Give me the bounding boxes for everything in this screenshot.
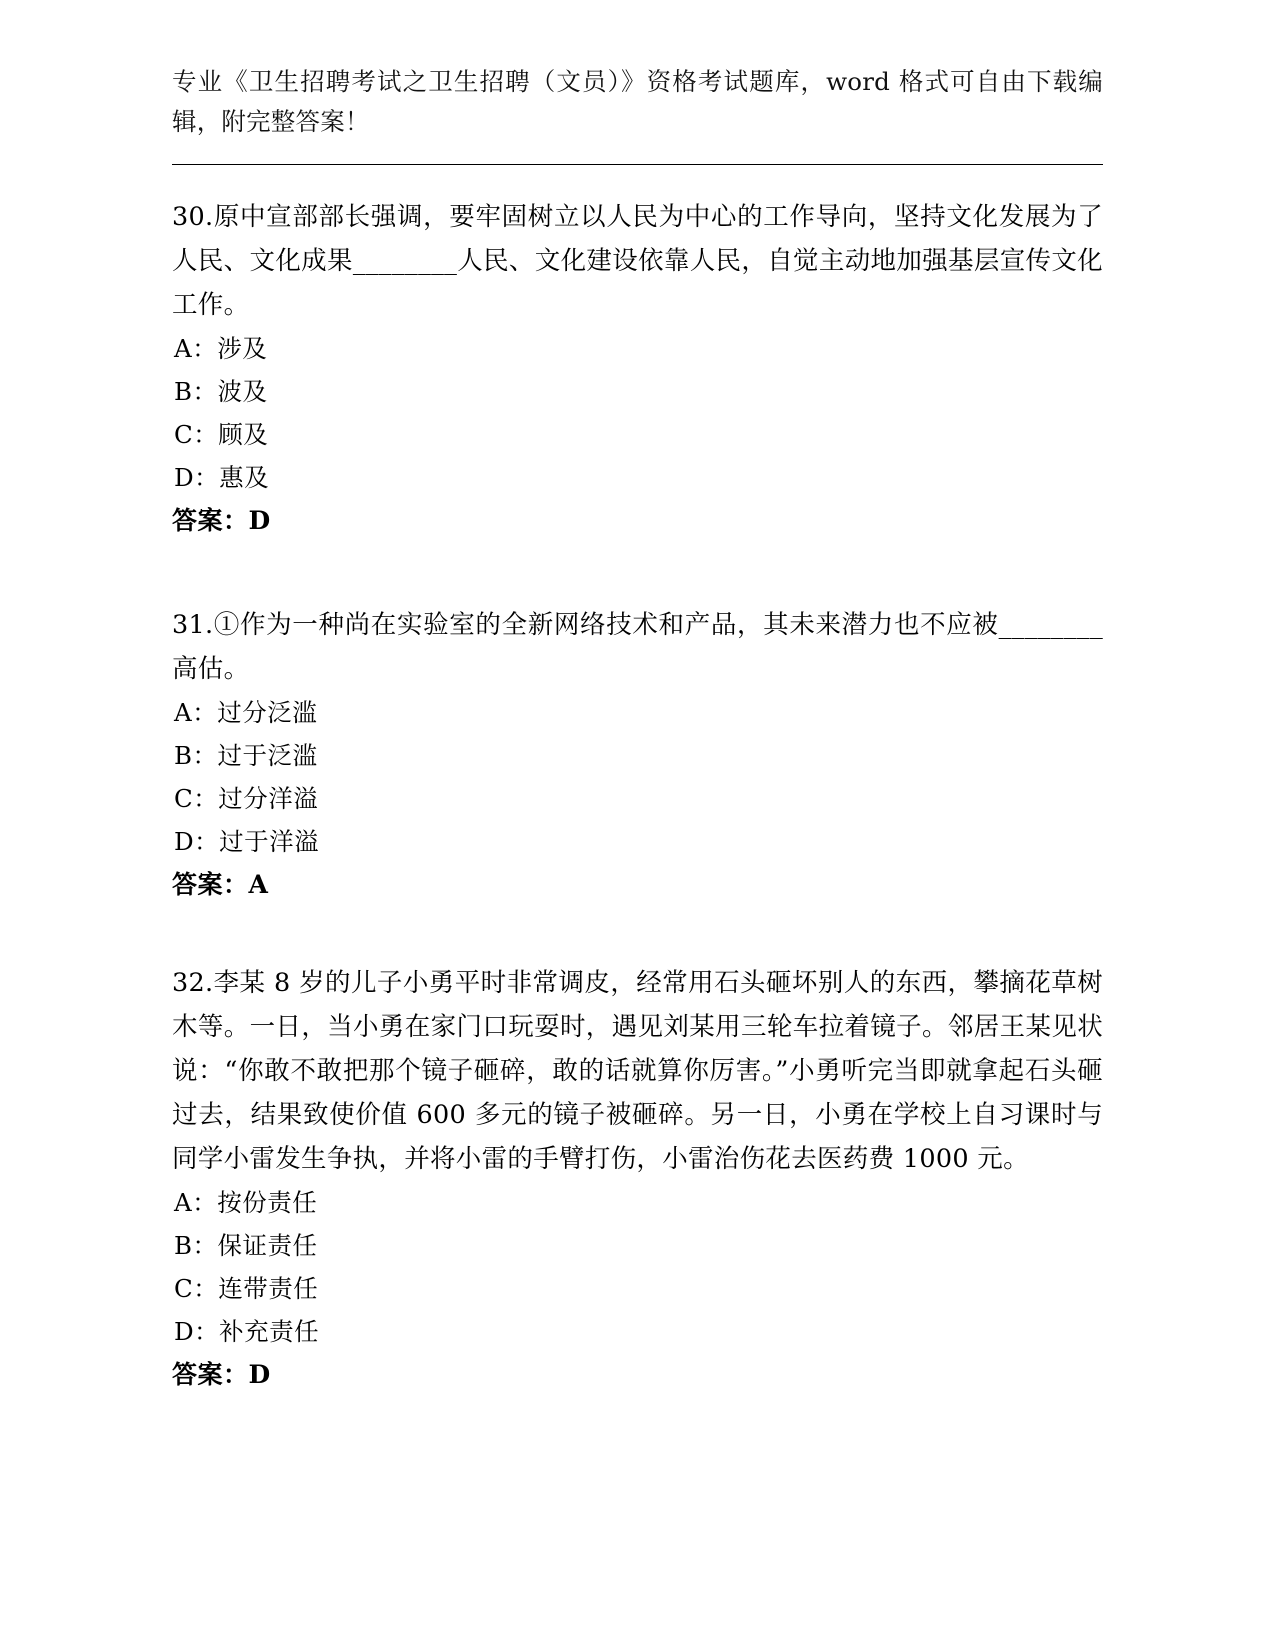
question-stem xyxy=(172,603,1103,691)
page-header-text: 专业《卫生招聘考试之卫生招聘（文员）》资格考试题库，word 格式可自由下载编辑，附完整答案！ xyxy=(172,67,1103,136)
answer-line: 答案：A xyxy=(172,870,269,899)
option-a[interactable]: A：过分泛滥 xyxy=(174,698,318,727)
option-b[interactable]: B：保证责任 xyxy=(174,1231,318,1260)
question-stem xyxy=(172,195,1103,327)
question-text: ①作为一种尚在实验室的全新网络技术和产品，其未来潜力也不应被________高估。 xyxy=(172,610,1103,684)
question-text: 原中宣部部长强调，要牢固树立以人民为中心的工作导向，坚持文化发展为了人民、文化成果________人民、文化建设依靠人民，自觉主动地加强基层宣传文化工作。 xyxy=(172,202,1103,320)
question-text: 李某 8 岁的儿子小勇平时非常调皮，经常用石头砸坏别人的东西，攀摘花草树木等。一日，当小勇在家门口玩耍时，遇见刘某用三轮车拉着镜子。邻居王某见状说：“你敢不敢把那个镜子砸碎，敢的话就算你厉害。”小勇听完当即就拿起石头砸过去，结果致使价值 600 多元的镜子被砸碎。另一日，小勇在学校上自习课时与同学小雷发生争执，并将小雷的手臂打伤，小雷治伤花去医药费 1000 元。 xyxy=(172,968,1103,1174)
option-c[interactable]: C：过分洋溢 xyxy=(174,784,319,813)
option-b[interactable]: B：波及 xyxy=(174,377,268,406)
question-number: 32. xyxy=(172,968,214,998)
question-32 xyxy=(172,961,1103,1397)
question-31 xyxy=(172,603,1103,907)
option-c[interactable]: C：顾及 xyxy=(174,420,269,449)
option-b[interactable]: B：过于泛滥 xyxy=(174,741,318,770)
answer-line: 答案：D xyxy=(172,1360,271,1389)
option-a[interactable]: A：按份责任 xyxy=(174,1188,318,1217)
question-number: 31. xyxy=(172,610,214,640)
option-a[interactable]: A：涉及 xyxy=(174,334,268,363)
option-c[interactable]: C：连带责任 xyxy=(174,1274,319,1303)
question-stem xyxy=(172,961,1103,1181)
question-30 xyxy=(172,195,1103,543)
option-d[interactable]: D：惠及 xyxy=(174,463,270,492)
header-divider xyxy=(172,164,1103,165)
option-d[interactable]: D：过于洋溢 xyxy=(174,827,320,856)
answer-line: 答案：D xyxy=(172,506,271,535)
question-number: 30. xyxy=(172,202,214,232)
option-d[interactable]: D：补充责任 xyxy=(174,1317,320,1346)
